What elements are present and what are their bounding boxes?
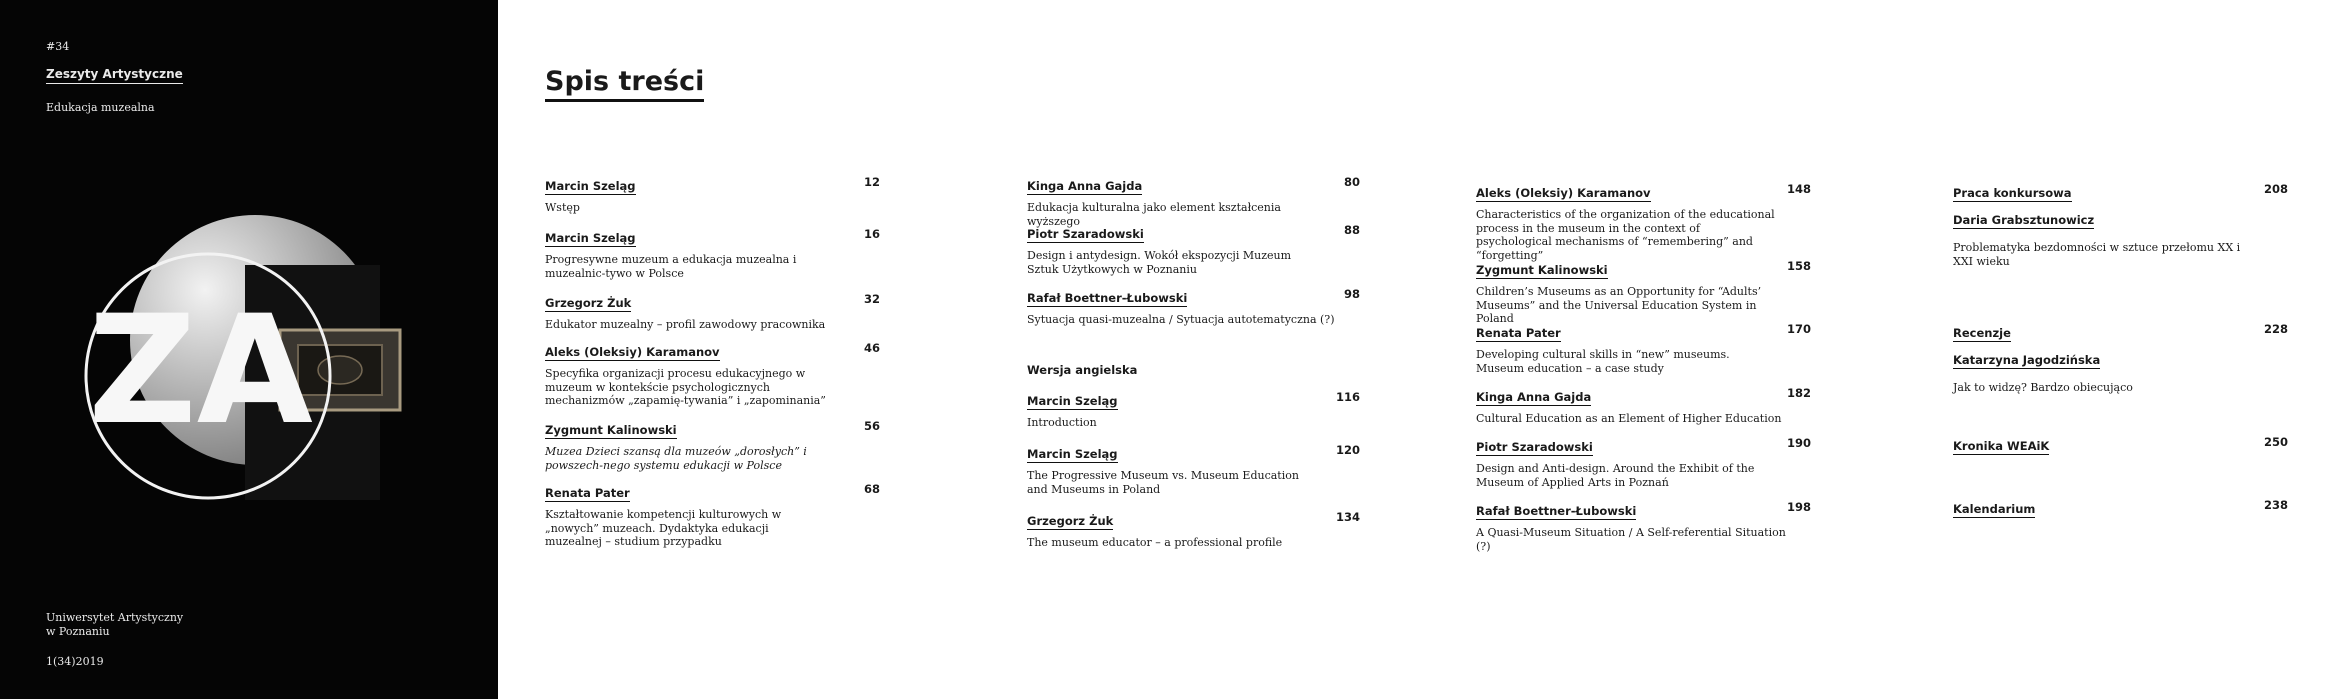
toc-entry[interactable]: Marcin Szeląg 120 The Progressive Museum vs. Museum Education and Museums in Poland <box>1027 443 1360 496</box>
toc-entry[interactable]: Rafał Boettner-Łubowski 98 Sytuacja quasi-muzealna / Sytuacja autotematyczna (?) <box>1027 287 1360 326</box>
cover-logo-artwork <box>40 190 460 550</box>
competition-section[interactable]: Praca konkursowa 208 <box>1953 182 2288 200</box>
toc-entry[interactable]: Kinga Anna Gajda 80 Edukacja kulturalna jako element kształcenia wyższego <box>1027 175 1360 228</box>
toc-entry[interactable]: Zygmunt Kalinowski 158 Children’s Museums as an Opportunity for “Adults’ Museums” and the Universal Education System in Poland <box>1476 259 1811 325</box>
journal-title: Zeszyty Artystyczne <box>46 67 183 84</box>
reviews-section[interactable]: Recenzje 228 <box>1953 322 2288 340</box>
toc-entry[interactable]: Marcin Szeląg 16 Progresywne muzeum a edukacja muzealna i muzealnic-tywo w Polsce <box>545 227 880 280</box>
toc-entry[interactable]: Daria Grabsztunowicz Problematyka bezdomności w sztuce przełomu XX i XXI wieku <box>1953 213 2241 268</box>
toc-entry[interactable]: Aleks (Oleksiy) Karamanov 46 Specyfika organizacji procesu edukacyjnego w muzeum w kontekście psychologicznych mechanizmów „zapamię-tywania” i „zapominania” <box>545 341 880 407</box>
cover-panel <box>0 0 498 699</box>
toc-entry[interactable]: Katarzyna Jagodzińska Jak to widzę? Bardzo obiecująco <box>1953 353 2133 394</box>
za-logo-text: ZA <box>88 284 313 458</box>
toc-entry[interactable]: Piotr Szaradowski 190 Design and Anti-design. Around the Exhibit of the Museum of Applied Arts in Poznań <box>1476 436 1811 489</box>
toc-entry[interactable]: Marcin Szeląg 12 Wstęp <box>545 175 880 214</box>
toc-entry[interactable]: Zygmunt Kalinowski 56 Muzea Dzieci szansą dla muzeów „dorosłych” i powszech-nego systemu edukacji w Polsce <box>545 419 880 472</box>
toc-entry[interactable]: Rafał Boettner-Łubowski 198 A Quasi-Museum Situation / A Self-referential Situation (?) <box>1476 500 1811 553</box>
publisher: Uniwersytet Artystyczny w Poznaniu <box>46 611 184 638</box>
toc-entry[interactable]: Grzegorz Żuk 32 Edukator muzealny – profil zawodowy pracownika <box>545 292 880 331</box>
calendar-section[interactable]: Kalendarium 238 <box>1953 498 2288 516</box>
toc-entry[interactable]: Renata Pater 170 Developing cultural skills in “new” museums. Museum education – a case study <box>1476 322 1811 375</box>
issue-year: 1(34)2019 <box>46 655 104 668</box>
toc-entry[interactable]: Aleks (Oleksiy) Karamanov 148 Characteristics of the organization of the educational process in the museum in the context of psychological mechanisms of “remembering” and “forgetting” <box>1476 182 1811 262</box>
issue-subtitle: Edukacja muzealna <box>46 101 155 114</box>
toc-entry[interactable]: Renata Pater 68 Kształtowanie kompetencji kulturowych w „nowych” muzeach. Dydaktyka edukacji muzealnej – studium przypadku <box>545 482 880 548</box>
toc-entry[interactable]: Piotr Szaradowski 88 Design i antydesign. Wokół ekspozycji Muzeum Sztuk Użytkowych w Poznaniu <box>1027 223 1360 276</box>
issue-number: #34 <box>46 40 70 53</box>
toc-entry[interactable]: Marcin Szeląg 116 Introduction <box>1027 390 1360 429</box>
toc-entry[interactable]: Grzegorz Żuk 134 The museum educator – a professional profile <box>1027 510 1360 549</box>
toc-entry[interactable]: Kinga Anna Gajda 182 Cultural Education as an Element of Higher Education <box>1476 386 1811 425</box>
toc-title: Spis treści <box>545 66 704 102</box>
english-version-heading: Wersja angielska <box>1027 363 1138 377</box>
chronicle-section[interactable]: Kronika WEAiK 250 <box>1953 435 2288 453</box>
